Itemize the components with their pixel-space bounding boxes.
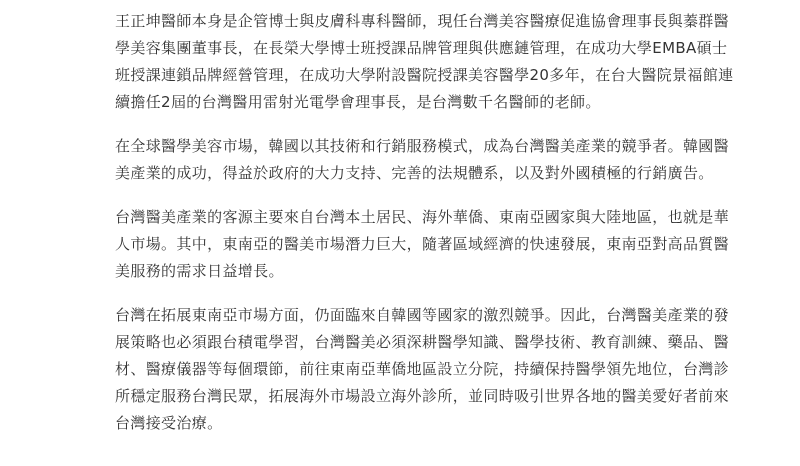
article-body [115, 8, 734, 454]
paragraph-line: 台灣接受治療。 [115, 414, 223, 432]
paragraph-line: 續擔任2屆的台灣醫用雷射光電學會理事長，是台灣數千名醫師的老師。 [115, 93, 601, 111]
paragraph-2 [115, 133, 730, 187]
paragraph-line: 材、醫療儀器等每個環節，前往東南亞華僑地區設立分院，持續保持醫學領先地位，台灣診 [115, 360, 730, 378]
paragraph-line: 班授課連鎖品牌經營管理，在成功大學附設醫院授課美容醫學20多年，在台大醫院景福館連 [115, 66, 734, 84]
paragraph-line: 在全球醫學美容市場，韓國以其技術和行銷服務模式，成為台灣醫美產業的競爭者。韓國醫 [115, 137, 730, 155]
paragraph-line: 人市場。其中，東南亞的醫美市場潛力巨大，隨著區域經濟的快速發展，東南亞對高品質醫 [115, 235, 730, 253]
paragraph-line: 美產業的成功，得益於政府的大力支持、完善的法規體系，以及對外國積極的行銷廣告。 [115, 164, 714, 182]
paragraph-line: 展策略也必須跟台積電學習，台灣醫美必須深耕醫學知識、醫學技術、教育訓練、藥品、醫 [115, 333, 730, 351]
paragraph-line: 學美容集團董事長，在長榮大學博士班授課品牌管理與供應鏈管理，在成功大學EMBA碩士 [115, 39, 728, 57]
paragraph-3 [115, 204, 730, 285]
paragraph-line: 台灣醫美產業的客源主要來自台灣本土居民、海外華僑、東南亞國家與大陸地區，也就是華 [115, 208, 730, 226]
paragraph-line: 美服務的需求日益增長。 [115, 262, 284, 280]
paragraph-line: 王正坤醫師本身是企管博士與皮膚科專科醫師，現任台灣美容醫療促進協會理事長與蓁群醫 [115, 12, 730, 30]
paragraph-line: 所穩定服務台灣民眾，拓展海外市場設立海外診所，並同時吸引世界各地的醫美愛好者前來 [115, 387, 730, 405]
paragraph-1 [115, 8, 734, 116]
paragraph-line: 台灣在拓展東南亞市場方面，仍面臨來自韓國等國家的激烈競爭。因此，台灣醫美產業的發 [115, 306, 730, 324]
paragraph-4 [115, 302, 730, 437]
